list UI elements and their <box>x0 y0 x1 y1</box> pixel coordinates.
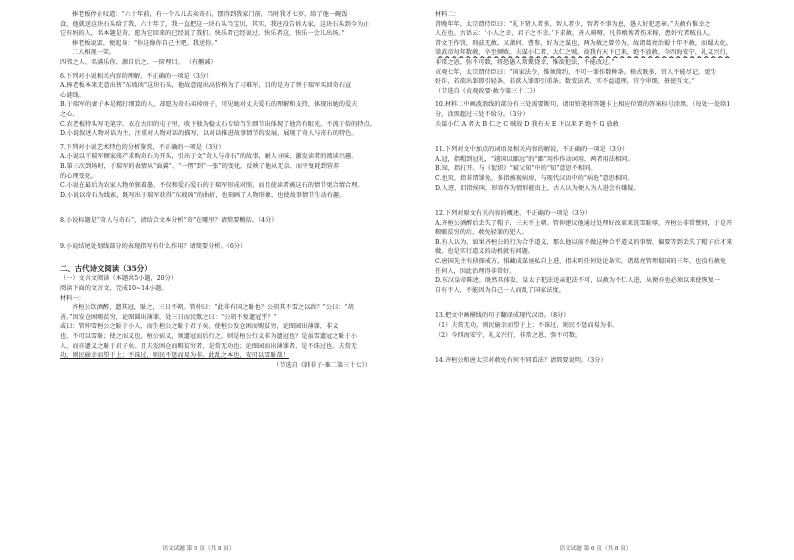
classical-text-line: 贞观七年，太宗谓侍臣曰：“国家法令，惟须简约，不可一罪作数种条。格式既多，官人不能尽记，更生 <box>435 68 717 76</box>
passage-line-underlined: 四邻之人、名满乐你、源自后之、一阶理目。 （有删减） <box>60 58 217 66</box>
source-citation: （节选自《贞观政要·赦令第三十二》） <box>435 87 540 95</box>
material-label: 材料一： <box>60 294 85 302</box>
option-line: 的心理变化。 <box>60 172 98 180</box>
option-line: C.也页，指非谓罪免，多指被视病房，与现代汉语中的“病危”意思相同。 <box>435 174 634 182</box>
passage-line: 食，他就送这块石头给了我，六十年了，我一直把这一块石头当宝贝，其实，我还没告诉大家，这块石头到今为止 <box>60 20 370 28</box>
classical-text-line: 或曰：管仲雪桓公之耻于小人，而生桓公之耻于君子矣。使桓公发仓困而赐贫穷，论图园出薄罪，非义 <box>60 323 339 331</box>
question-7 <box>60 143 381 201</box>
classical-text-line: 齐桓公饮酒醉，遗其冠，耻之，三日不朝。管仲曰：“此非有国之耻也？公胡其不雪之以政？”公曰：“胡 <box>72 304 354 312</box>
answer-options: 夫谋小仁 A 者大 B 仁之 C 贼故 D 我有天 E 下以来 F 绝不 G 放赦 <box>435 120 619 128</box>
question-12 <box>435 209 776 295</box>
question-14: 14.齐桓公和唐太宗对赦免有何不同看法？请简要说明。（3分） <box>435 357 607 365</box>
page-footer: 语文试题 第 5 页（共 8 页） <box>162 546 235 552</box>
option-line: 粮赈贫穷的后，赦免轻罪的犯人。 <box>435 229 528 237</box>
question-stem: 12.下列对原文有关内容的概述，不正确的一项是（3分） <box>435 210 592 218</box>
passage-line: 捧老板停止叹道：“六十年前，有一个儿儿去卖奇石，摆得到我家门前，当时我才七岁，给了他一碗饭 <box>72 11 348 18</box>
option-line: D.人迹，旧指侯叫，形容作为情形能贵上，古人认为便人为人进会有嫌疑。 <box>435 184 640 192</box>
translation-item: （1）夫赏无功，则民偷幸而望于上；不诛过，则民不惩而易为非。 <box>435 322 619 330</box>
exam-page-right <box>397 0 794 560</box>
option-line: A.小说以干瑞军倾家荡产求购奇石为开头，引出于文“奇人与奇石”的故事，耐人寻味，激发读者的阅读兴趣。 <box>60 153 358 161</box>
source-citation: （节选自《韩非子·难二第三十七》） <box>273 361 371 369</box>
section-title: 二、古代诗文阅读（35分） <box>60 264 152 274</box>
option-line: B.知，指打开。与《促织》“窥父知”中的“知”意思不相同。 <box>435 165 597 173</box>
material-1-text <box>60 303 381 361</box>
material-label: 材料二： <box>435 11 460 18</box>
translation-item: （2）今四海安宁，礼义兴行，非常之恩，弥不可数。 <box>435 331 582 339</box>
classical-text-line: 奸诈，若欲出罪即引轻条，若欲入罪即引重条。数变法者，实不益道理，宜令审细，毋使互文。” <box>435 78 695 86</box>
classical-text-line: 昔晚年年，太宗谓侍臣曰：“礼下贤人者多，智人者少，智者不事为息，愚人好犯恶章。”夫赦有惟幸之 <box>435 20 711 28</box>
classical-text-line: 善。”因发仓困赐贫穷，论图圆出薄罪，处三日而民歌之曰：“公胡不复遗冠乎？” <box>60 313 277 321</box>
option-line: B.有人认为，如果齐桓公的行为合乎道义，那么他以前不做这种合乎道义的事情，偏要等到丢失了帽子后才来 <box>435 238 733 246</box>
page-footer: 语文试题 第 6 页（共 8 页） <box>559 546 632 552</box>
material-2-text <box>435 20 776 97</box>
option-line: 心谜线。 <box>60 91 85 99</box>
passage-line: 它有妈的人，名本题是奇，愿为它回来的已经说了我们。快乐者已经说过，快乐者这，快乐一会儿出场。” <box>60 30 345 38</box>
option-line: C.唐国先主有侦探戒方，惧藏成谋诬私自上进，指未听任何处论条实，诸葛亮管理蜀国的三年，也没有赦免 <box>435 258 727 266</box>
option-line: 自有不人，不能因为自己一人而乱了国家法度。 <box>435 286 565 294</box>
option-line: A.齐桓公酒醉后丢失了帽子，三天不上朝。管仲建议他通过处理好改革来洗雪耻辱，齐桓公非常赞同，于是开 <box>435 219 733 227</box>
question-11 <box>435 145 776 193</box>
subsection-title: （一）文言文阅读（本题共5小题，20分） <box>60 275 177 283</box>
classical-text-line-underlined: 功，则民偷幸而望于上；不诛过，则民不惩而易为非。此乱之本也，安可以雪耻哉！ <box>60 352 289 360</box>
classical-text-line: 人在也。古语云：‘小人之幸，君子之不幸。’下求赦，善人喑哑。凡养稂莠者伤禾稼，患奸究者贼良人。 <box>435 30 715 38</box>
question-stem: 7.下列对小说艺术特色的分析鉴赏，不正确的一项是（3分） <box>60 143 225 151</box>
option-line: B.于瑞军的妻子本是精打细算的人，却愿为奇石卖掉房子，可见她对丈夫爱石的理解和支持，体现出她的爱夫 <box>60 101 358 109</box>
question-stem: 分，涂黑超过三处不给分。（3分） <box>435 110 529 118</box>
question-6 <box>60 72 381 139</box>
option-line: D.小说以奇石为线索，既写出于瑞军获得“东坡凶”的曲折，也刻画了人物形象，也使故事情节生动有趣。 <box>60 191 346 199</box>
question-10 <box>435 100 776 129</box>
passage-line: 二人相视一笑。 <box>72 49 116 57</box>
option-line: 做，也是实行道义的动机就有问题。 <box>435 248 534 256</box>
question-stem: 11.下列对文中加点的词语及相关内容的解说，不正确的一项是（3分） <box>435 146 629 154</box>
option-line: C.小说在最后为农家人物单独着墨，不仅和爱石爱石的于瑞军形成对照，而且使读者被这石的情节更合情合理。 <box>60 182 364 190</box>
classical-text-line: 也，不可以雪耻；使之而义也，桓公宿义，须遗冠而后行之，则是桓公行义非为遗冠也？是虽雪遗冠之耻于小 <box>60 333 357 341</box>
option-line: D.小说叙述人物对话为主，注重对人物对话的描写，以对话推进故事情节的发展，展现了奇人与奇石的特色。 <box>60 130 358 138</box>
question-stem: 13.把文中画横线的句子翻译成现代汉语。（8分） <box>435 312 570 320</box>
option-line: B.第三次到场时，于瑞军的表情从“面翼”、“一愣”到“一张”的变化，反映了他从无奈、而平复耗到营养 <box>60 162 340 170</box>
question-stem: 6.下列对小说相关内容的理解，不正确的一项是（3分） <box>60 72 213 80</box>
classical-text-line: 人，而亦遗义之耻于君子矣。且夫发困仓而赐贫穷者，是赏无功也；论图园而出薄罪者，是不诛过也。夫赏无 <box>60 342 357 350</box>
passage-tail <box>60 10 381 68</box>
question-13 <box>435 311 776 340</box>
passage-line: 捧老板说罢，便起身：“你这像你自己主吧。我送你。” <box>72 39 218 47</box>
option-line: A.冠，指帽到冠礼，“越国以鄙远”的“鄙”用作作动词用，两者用法相同。 <box>435 155 634 163</box>
classical-text-line-wavy: 梁武帝每年数赦，卒至倾败。夫谋小仁者，大仁之贼。故我有天下已来，绝不放赦。今四海安宁，礼义兴行， <box>435 49 732 57</box>
reading-instruction: 阅读下面的文言文，完成10~14小题。 <box>60 285 168 293</box>
option-line: C.农老板特头写毛笔字，衣在古旧的屯子里，收下独为稳丈石专给当生细节出体现了他宫有眼光，不流于俗的特点。 <box>60 120 376 128</box>
classical-text-line: 非常之恩，弥不可数，将恐愚人常冀侥幸，惟欲犯法，不能改过。” <box>435 58 615 66</box>
question-9: 9.小说结尾处划线部分的表现指写有什么作用？请简要分析。（6分） <box>60 242 247 250</box>
option-line: 之心。 <box>60 110 79 118</box>
question-stem: 10.材料二中画波浪线的部分有三处需要断句，请用铅笔将答题卡上相应位置的答案标号涂黑。（每处一处给1 <box>435 101 731 109</box>
question-8: 8.小说标题是“奇人与奇石”，请结合文本分析“奇”在哪里？请简要概括。（4分） <box>60 217 278 225</box>
option-line: A.捧老板本来无意出售“东坡凶”这块石头，他故意提出高价格为了刁难军，目的是为了替于瑞军买回奇石宣 <box>60 82 352 90</box>
option-line: D.东汉皇帝陈述，既然具体发，皇太子犯法送亲犯法不可，以赦为不仁人进，从便亦也必须以来使恢复一 <box>435 277 721 285</box>
classical-text-line: 昔文王作罚，刑兹无赦。又萧何、曹参，好为之谋也，两为赦之曾劳为。故诸葛亮治蜀十年不赦，而蜀大化。 <box>435 39 732 47</box>
option-line: 任何人，因此治理得非常好。 <box>435 267 516 275</box>
